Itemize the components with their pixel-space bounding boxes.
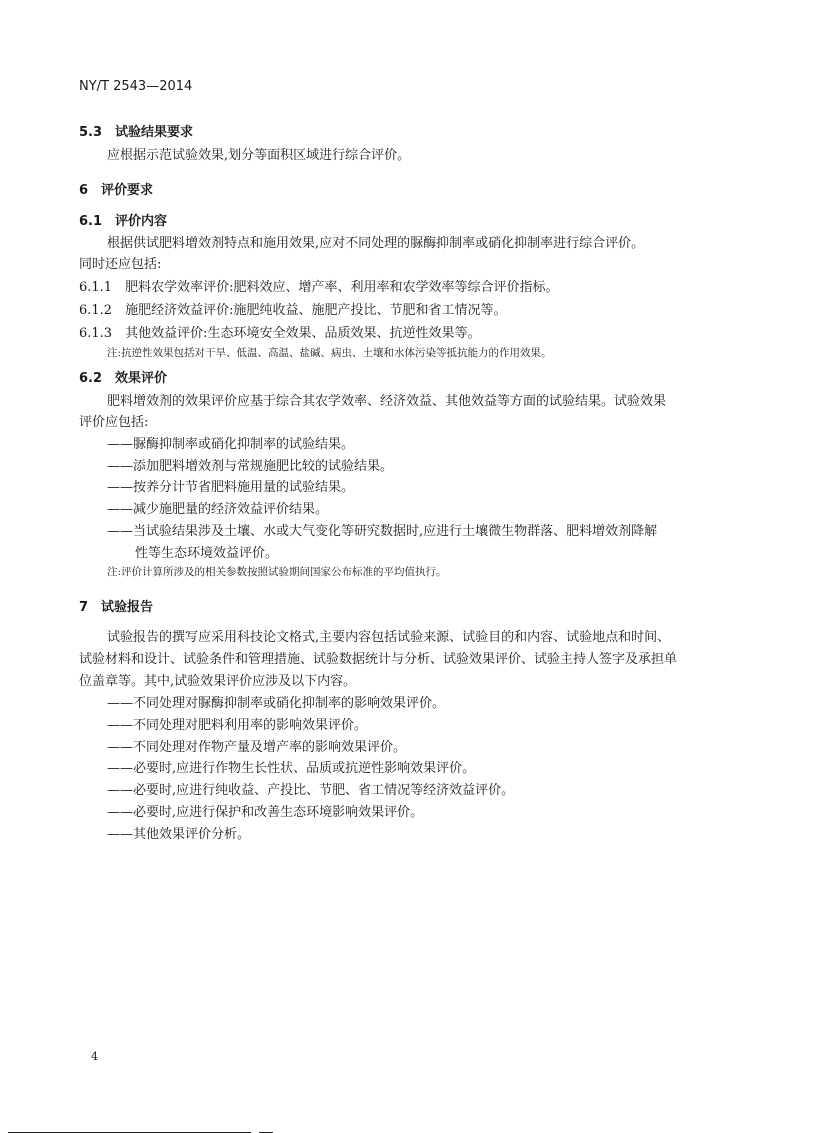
section-7-text-line3: 位盖章等。其中,试验效果评价应涉及以下内容。 [79, 674, 357, 689]
section-6-2-item: ——按养分计节省肥料施用量的试验结果。 [107, 480, 355, 495]
section-7-text-line1: 试验报告的撰写应采用科技论文格式,主要内容包括试验来源、试验目的和内容、试验地点和时间、 [107, 630, 671, 645]
section-6-2-text-line2: 评价应包括: [79, 415, 149, 430]
section-5-3-text: 应根据示范试验效果,划分等面积区域进行综合评价。 [107, 148, 411, 163]
section-6-2-text-line1: 肥料增效剂的效果评价应基于综合其农学效率、经济效益、其他效益等方面的试验结果。试验效果 [107, 394, 667, 409]
section-7-item: ——其他效果评价分析。 [107, 827, 251, 842]
section-6-2-note: 注:评价计算所涉及的相关参数按照试验期间国家公布标准的平均值执行。 [107, 566, 447, 578]
section-7-item: ——不同处理对脲酶抑制率或硝化抑制率的影响效果评价。 [107, 696, 446, 711]
section-6-2-item: ——当试验结果涉及土壤、水或大气变化等研究数据时,应进行土壤微生物群落、肥料增效剂降解 [107, 524, 658, 539]
section-6-1-text-line1: 根据供试肥料增效剂特点和施用效果,应对不同处理的脲酶抑制率或硝化抑制率进行综合评价。 [107, 236, 645, 251]
section-6-2-item: ——脲酶抑制率或硝化抑制率的试验结果。 [107, 437, 355, 452]
section-6-1-2: 6.1.2 施肥经济效益评价:施肥纯收益、施肥产投比、节肥和省工情况等。 [79, 303, 507, 318]
standard-code: NY/T 2543—2014 [79, 79, 193, 94]
section-7-text-line2: 试验材料和设计、试验条件和管理措施、试验数据统计与分析、试验效果评价、试验主持人签字及承担单 [79, 652, 678, 667]
section-6-2-item-continued: 性等生态环境效益评价。 [135, 546, 279, 561]
section-6-1-1: 6.1.1 肥料农学效率评价:肥料效应、增产率、利用率和农学效率等综合评价指标。 [79, 280, 559, 295]
section-7-item: ——必要时,应进行保护和改善生态环境影响效果评价。 [107, 805, 424, 820]
section-6-1-note: 注:抗逆性效果包括对干旱、低温、高温、盐碱、病虫、土壤和水体污染等抵抗能力的作用效果。 [107, 347, 552, 359]
section-6-1-text-line2: 同时还应包括: [79, 257, 162, 272]
section-7-item: ——不同处理对作物产量及增产率的影响效果评价。 [107, 740, 407, 755]
section-6-2-heading: 6.2 效果评价 [79, 371, 168, 386]
section-6-2-item: ——减少施肥量的经济效益评价结果。 [107, 502, 329, 517]
section-7-item: ——必要时,应进行纯收益、产投比、节肥、省工情况等经济效益评价。 [107, 783, 515, 798]
section-6-1-3: 6.1.3 其他效益评价:生态环境安全效果、品质效果、抗逆性效果等。 [79, 326, 481, 341]
section-7-item: ——不同处理对肥料利用率的影响效果评价。 [107, 718, 368, 733]
section-6-1-heading: 6.1 评价内容 [79, 214, 168, 229]
section-7-heading: 7 试验报告 [79, 600, 154, 615]
section-6-2-item: ——添加肥料增效剂与常规施肥比较的试验结果。 [107, 459, 394, 474]
section-7-item: ——必要时,应进行作物生长性状、品质或抗逆性影响效果评价。 [107, 761, 476, 776]
section-5-3-heading: 5.3 试验结果要求 [79, 125, 194, 140]
page-number: 4 [91, 1050, 98, 1063]
section-6-heading: 6 评价要求 [79, 183, 154, 198]
